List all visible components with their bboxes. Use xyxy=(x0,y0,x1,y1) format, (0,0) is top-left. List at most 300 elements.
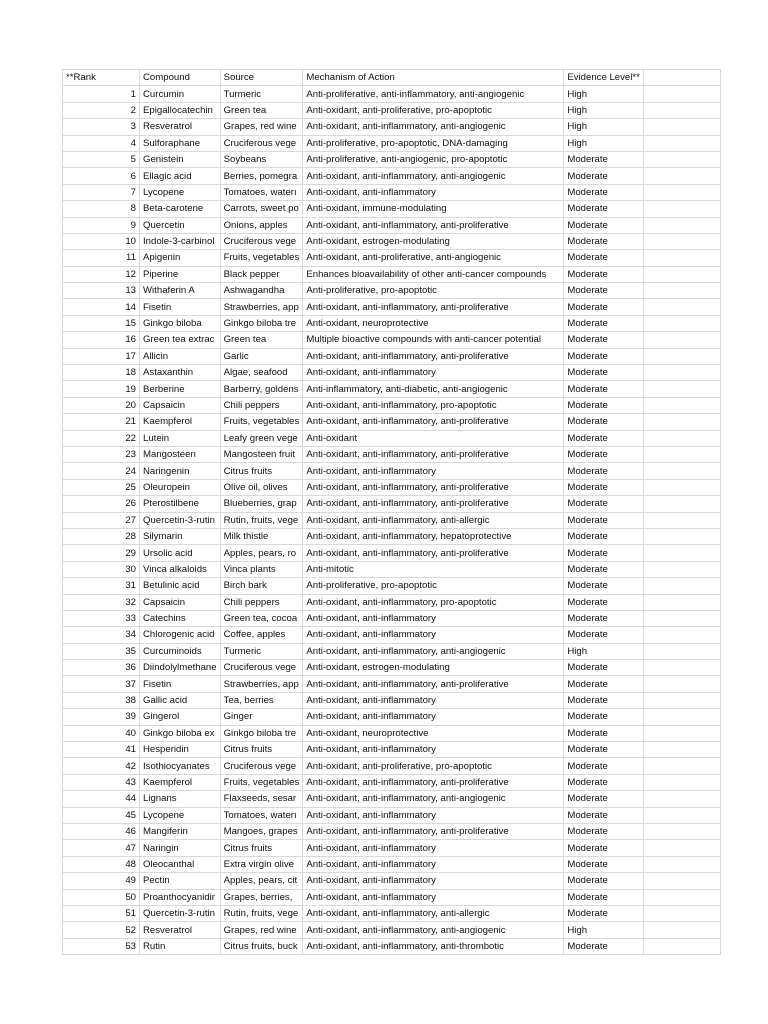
cell-mechanism[interactable]: Anti-oxidant, anti-inflammatory, anti-angiogenic xyxy=(303,643,564,659)
cell-rank[interactable]: 17 xyxy=(63,348,140,364)
cell-source[interactable]: Barberry, goldens xyxy=(220,381,303,397)
cell-compound[interactable]: Quercetin-3-rutin xyxy=(140,905,221,921)
cell-compound[interactable]: Chlorogenic acid xyxy=(140,627,221,643)
cell-rank[interactable]: 23 xyxy=(63,446,140,462)
cell-evidence[interactable]: Moderate xyxy=(564,463,644,479)
cell-evidence[interactable]: Moderate xyxy=(564,512,644,528)
cell-compound[interactable]: Fisetin xyxy=(140,299,221,315)
cell-compound[interactable]: Rutin xyxy=(140,938,221,954)
cell-empty[interactable] xyxy=(643,873,720,889)
cell-rank[interactable]: 11 xyxy=(63,250,140,266)
cell-source[interactable]: Green tea xyxy=(220,102,303,118)
cell-empty[interactable] xyxy=(643,496,720,512)
cell-compound[interactable]: Pectin xyxy=(140,873,221,889)
cell-rank[interactable]: 53 xyxy=(63,938,140,954)
cell-source[interactable]: Citrus fruits xyxy=(220,840,303,856)
cell-empty[interactable] xyxy=(643,594,720,610)
cell-compound[interactable]: Lycopene xyxy=(140,807,221,823)
cell-evidence[interactable]: High xyxy=(564,135,644,151)
cell-rank[interactable]: 37 xyxy=(63,676,140,692)
cell-mechanism[interactable]: Anti-oxidant, anti-inflammatory, anti-proliferative xyxy=(303,496,564,512)
cell-rank[interactable]: 39 xyxy=(63,709,140,725)
cell-rank[interactable]: 25 xyxy=(63,479,140,495)
cell-empty[interactable] xyxy=(643,905,720,921)
cell-evidence[interactable]: Moderate xyxy=(564,938,644,954)
cell-rank[interactable]: 30 xyxy=(63,561,140,577)
cell-mechanism[interactable]: Anti-oxidant, anti-inflammatory, anti-proliferative xyxy=(303,299,564,315)
cell-mechanism[interactable]: Anti-proliferative, pro-apoptotic, DNA-damaging xyxy=(303,135,564,151)
cell-compound[interactable]: Betulinic acid xyxy=(140,578,221,594)
cell-source[interactable]: Ginkgo biloba tre xyxy=(220,315,303,331)
cell-evidence[interactable]: Moderate xyxy=(564,381,644,397)
cell-evidence[interactable]: Moderate xyxy=(564,610,644,626)
cell-source[interactable]: Fruits, vegetables xyxy=(220,774,303,790)
cell-empty[interactable] xyxy=(643,299,720,315)
cell-empty[interactable] xyxy=(643,266,720,282)
cell-empty[interactable] xyxy=(643,86,720,102)
cell-evidence[interactable]: Moderate xyxy=(564,856,644,872)
cell-empty[interactable] xyxy=(643,791,720,807)
cell-compound[interactable]: Resveratrol xyxy=(140,922,221,938)
cell-mechanism[interactable]: Anti-oxidant, anti-inflammatory, anti-proliferative xyxy=(303,348,564,364)
cell-compound[interactable]: Kaempferol xyxy=(140,774,221,790)
cell-source[interactable]: Ginger xyxy=(220,709,303,725)
cell-mechanism[interactable]: Enhances bioavailability of other anti-cancer compounds xyxy=(303,266,564,282)
cell-source[interactable]: Rutin, fruits, vege xyxy=(220,905,303,921)
cell-mechanism[interactable]: Anti-oxidant, estrogen-modulating xyxy=(303,660,564,676)
cell-mechanism[interactable]: Anti-oxidant, anti-inflammatory, anti-angiogenic xyxy=(303,922,564,938)
cell-rank[interactable]: 41 xyxy=(63,742,140,758)
cell-mechanism[interactable]: Anti-oxidant, anti-inflammatory xyxy=(303,873,564,889)
cell-evidence[interactable]: Moderate xyxy=(564,315,644,331)
cell-empty[interactable] xyxy=(643,709,720,725)
cell-compound[interactable]: Piperine xyxy=(140,266,221,282)
cell-compound[interactable]: Oleuropein xyxy=(140,479,221,495)
cell-mechanism[interactable]: Anti-oxidant, anti-inflammatory xyxy=(303,856,564,872)
cell-evidence[interactable]: Moderate xyxy=(564,479,644,495)
cell-compound[interactable]: Ginkgo biloba xyxy=(140,315,221,331)
cell-evidence[interactable]: Moderate xyxy=(564,299,644,315)
cell-compound[interactable]: Capsaicin xyxy=(140,397,221,413)
cell-source[interactable]: Black pepper xyxy=(220,266,303,282)
cell-mechanism[interactable]: Anti-oxidant, anti-inflammatory xyxy=(303,889,564,905)
cell-evidence[interactable]: Moderate xyxy=(564,496,644,512)
cell-empty[interactable] xyxy=(643,479,720,495)
cell-empty[interactable] xyxy=(643,332,720,348)
cell-mechanism[interactable]: Anti-oxidant, anti-proliferative, pro-apoptotic xyxy=(303,102,564,118)
cell-source[interactable]: Strawberries, app xyxy=(220,299,303,315)
cell-rank[interactable]: 42 xyxy=(63,758,140,774)
cell-mechanism[interactable]: Anti-oxidant, anti-inflammatory, anti-proliferative xyxy=(303,414,564,430)
cell-compound[interactable]: Allicin xyxy=(140,348,221,364)
cell-mechanism[interactable]: Anti-proliferative, anti-inflammatory, anti-angiogenic xyxy=(303,86,564,102)
cell-rank[interactable]: 50 xyxy=(63,889,140,905)
cell-mechanism[interactable]: Anti-oxidant, anti-inflammatory xyxy=(303,184,564,200)
cell-mechanism[interactable]: Anti-oxidant, neuroprotective xyxy=(303,725,564,741)
cell-evidence[interactable]: Moderate xyxy=(564,627,644,643)
cell-mechanism[interactable]: Anti-oxidant, neuroprotective xyxy=(303,315,564,331)
cell-empty[interactable] xyxy=(643,381,720,397)
cell-source[interactable]: Ashwagandha xyxy=(220,283,303,299)
cell-evidence[interactable]: Moderate xyxy=(564,791,644,807)
cell-compound[interactable]: Silymarin xyxy=(140,528,221,544)
cell-empty[interactable] xyxy=(643,889,720,905)
cell-source[interactable]: Grapes, red wine xyxy=(220,119,303,135)
cell-source[interactable]: Algae, seafood xyxy=(220,365,303,381)
cell-mechanism[interactable]: Anti-oxidant, anti-inflammatory xyxy=(303,692,564,708)
cell-rank[interactable]: 40 xyxy=(63,725,140,741)
cell-mechanism[interactable]: Anti-oxidant, anti-inflammatory, anti-proliferative xyxy=(303,479,564,495)
cell-rank[interactable]: 1 xyxy=(63,86,140,102)
cell-source[interactable]: Chili peppers xyxy=(220,594,303,610)
cell-rank[interactable]: 18 xyxy=(63,365,140,381)
cell-compound[interactable]: Quercetin xyxy=(140,217,221,233)
cell-evidence[interactable]: Moderate xyxy=(564,807,644,823)
cell-empty[interactable] xyxy=(643,643,720,659)
cell-evidence[interactable]: Moderate xyxy=(564,676,644,692)
cell-rank[interactable]: 29 xyxy=(63,545,140,561)
cell-rank[interactable]: 33 xyxy=(63,610,140,626)
cell-source[interactable]: Cruciferous vege xyxy=(220,135,303,151)
cell-evidence[interactable]: Moderate xyxy=(564,578,644,594)
cell-evidence[interactable]: Moderate xyxy=(564,692,644,708)
cell-mechanism[interactable]: Anti-proliferative, pro-apoptotic xyxy=(303,283,564,299)
cell-mechanism[interactable]: Anti-oxidant, anti-inflammatory, anti-angiogenic xyxy=(303,168,564,184)
cell-mechanism[interactable]: Anti-oxidant, anti-inflammatory xyxy=(303,840,564,856)
cell-empty[interactable] xyxy=(643,348,720,364)
cell-compound[interactable]: Naringenin xyxy=(140,463,221,479)
cell-mechanism[interactable]: Anti-oxidant, anti-inflammatory, hepatoprotective xyxy=(303,528,564,544)
cell-compound[interactable]: Gallic acid xyxy=(140,692,221,708)
cell-mechanism[interactable]: Anti-oxidant, anti-inflammatory, pro-apoptotic xyxy=(303,397,564,413)
cell-mechanism[interactable]: Anti-oxidant, anti-inflammatory, anti-thrombotic xyxy=(303,938,564,954)
cell-compound[interactable]: Lycopene xyxy=(140,184,221,200)
cell-compound[interactable]: Curcumin xyxy=(140,86,221,102)
cell-rank[interactable]: 15 xyxy=(63,315,140,331)
cell-evidence[interactable]: Moderate xyxy=(564,709,644,725)
cell-evidence[interactable]: Moderate xyxy=(564,742,644,758)
cell-rank[interactable]: 48 xyxy=(63,856,140,872)
cell-mechanism[interactable]: Anti-oxidant, anti-inflammatory, anti-proliferative xyxy=(303,676,564,692)
cell-evidence[interactable]: Moderate xyxy=(564,365,644,381)
cell-source[interactable]: Green tea xyxy=(220,332,303,348)
cell-evidence[interactable]: Moderate xyxy=(564,594,644,610)
cell-compound[interactable]: Isothiocyanates xyxy=(140,758,221,774)
cell-evidence[interactable]: Moderate xyxy=(564,905,644,921)
cell-compound[interactable]: Green tea extrac xyxy=(140,332,221,348)
cell-rank[interactable]: 14 xyxy=(63,299,140,315)
cell-compound[interactable]: Indole-3-carbinol xyxy=(140,233,221,249)
cell-compound[interactable]: Pterostilbene xyxy=(140,496,221,512)
cell-evidence[interactable]: Moderate xyxy=(564,348,644,364)
cell-compound[interactable]: Epigallocatechin xyxy=(140,102,221,118)
cell-compound[interactable]: Sulforaphane xyxy=(140,135,221,151)
cell-rank[interactable]: 38 xyxy=(63,692,140,708)
header-mechanism[interactable]: Mechanism of Action xyxy=(303,70,564,86)
cell-empty[interactable] xyxy=(643,774,720,790)
cell-empty[interactable] xyxy=(643,840,720,856)
cell-empty[interactable] xyxy=(643,168,720,184)
cell-compound[interactable]: Genistein xyxy=(140,151,221,167)
cell-source[interactable]: Extra virgin olive xyxy=(220,856,303,872)
cell-rank[interactable]: 5 xyxy=(63,151,140,167)
cell-evidence[interactable]: Moderate xyxy=(564,168,644,184)
cell-rank[interactable]: 2 xyxy=(63,102,140,118)
cell-rank[interactable]: 13 xyxy=(63,283,140,299)
cell-source[interactable]: Soybeans xyxy=(220,151,303,167)
cell-compound[interactable]: Apigenin xyxy=(140,250,221,266)
cell-empty[interactable] xyxy=(643,512,720,528)
cell-compound[interactable]: Oleocanthal xyxy=(140,856,221,872)
cell-rank[interactable]: 19 xyxy=(63,381,140,397)
cell-empty[interactable] xyxy=(643,807,720,823)
cell-compound[interactable]: Withaferin A xyxy=(140,283,221,299)
cell-empty[interactable] xyxy=(643,938,720,954)
cell-empty[interactable] xyxy=(643,742,720,758)
cell-evidence[interactable]: Moderate xyxy=(564,283,644,299)
cell-source[interactable]: Grapes, red wine xyxy=(220,922,303,938)
cell-mechanism[interactable]: Anti-oxidant, anti-inflammatory, anti-proliferative xyxy=(303,545,564,561)
cell-rank[interactable]: 21 xyxy=(63,414,140,430)
cell-rank[interactable]: 31 xyxy=(63,578,140,594)
cell-empty[interactable] xyxy=(643,561,720,577)
cell-evidence[interactable]: Moderate xyxy=(564,725,644,741)
cell-empty[interactable] xyxy=(643,758,720,774)
cell-evidence[interactable]: Moderate xyxy=(564,774,644,790)
cell-source[interactable]: Fruits, vegetables xyxy=(220,250,303,266)
cell-source[interactable]: Leafy green vege xyxy=(220,430,303,446)
cell-evidence[interactable]: Moderate xyxy=(564,446,644,462)
cell-compound[interactable]: Lignans xyxy=(140,791,221,807)
cell-compound[interactable]: Lutein xyxy=(140,430,221,446)
cell-evidence[interactable]: Moderate xyxy=(564,397,644,413)
cell-source[interactable]: Garlic xyxy=(220,348,303,364)
cell-source[interactable]: Tea, berries xyxy=(220,692,303,708)
cell-empty[interactable] xyxy=(643,676,720,692)
cell-mechanism[interactable]: Anti-oxidant, anti-inflammatory, anti-proliferative xyxy=(303,774,564,790)
cell-source[interactable]: Rutin, fruits, vege xyxy=(220,512,303,528)
header-compound[interactable]: Compound xyxy=(140,70,221,86)
cell-rank[interactable]: 46 xyxy=(63,823,140,839)
cell-source[interactable]: Cruciferous vege xyxy=(220,758,303,774)
header-evidence[interactable]: Evidence Level** xyxy=(564,70,644,86)
cell-empty[interactable] xyxy=(643,430,720,446)
cell-source[interactable]: Citrus fruits, buck xyxy=(220,938,303,954)
cell-evidence[interactable]: Moderate xyxy=(564,823,644,839)
cell-rank[interactable]: 3 xyxy=(63,119,140,135)
cell-evidence[interactable]: High xyxy=(564,119,644,135)
cell-compound[interactable]: Astaxanthin xyxy=(140,365,221,381)
cell-compound[interactable]: Mangiferin xyxy=(140,823,221,839)
cell-source[interactable]: Grapes, berries, xyxy=(220,889,303,905)
cell-mechanism[interactable]: Anti-oxidant xyxy=(303,430,564,446)
cell-empty[interactable] xyxy=(643,446,720,462)
cell-source[interactable]: Berries, pomegra xyxy=(220,168,303,184)
cell-empty[interactable] xyxy=(643,119,720,135)
cell-compound[interactable]: Mangosteen xyxy=(140,446,221,462)
cell-compound[interactable]: Resveratrol xyxy=(140,119,221,135)
cell-mechanism[interactable]: Anti-mitotic xyxy=(303,561,564,577)
cell-mechanism[interactable]: Anti-oxidant, anti-inflammatory, anti-allergic xyxy=(303,905,564,921)
cell-compound[interactable]: Ellagic acid xyxy=(140,168,221,184)
cell-source[interactable]: Carrots, sweet po xyxy=(220,201,303,217)
cell-rank[interactable]: 52 xyxy=(63,922,140,938)
cell-rank[interactable]: 47 xyxy=(63,840,140,856)
cell-empty[interactable] xyxy=(643,250,720,266)
cell-compound[interactable]: Ginkgo biloba ex xyxy=(140,725,221,741)
cell-empty[interactable] xyxy=(643,692,720,708)
cell-mechanism[interactable]: Anti-oxidant, anti-inflammatory xyxy=(303,463,564,479)
cell-rank[interactable]: 20 xyxy=(63,397,140,413)
cell-rank[interactable]: 6 xyxy=(63,168,140,184)
cell-mechanism[interactable]: Anti-oxidant, anti-inflammatory, pro-apoptotic xyxy=(303,594,564,610)
cell-empty[interactable] xyxy=(643,184,720,200)
cell-rank[interactable]: 10 xyxy=(63,233,140,249)
cell-compound[interactable]: Naringin xyxy=(140,840,221,856)
cell-evidence[interactable]: Moderate xyxy=(564,414,644,430)
cell-rank[interactable]: 24 xyxy=(63,463,140,479)
cell-source[interactable]: Citrus fruits xyxy=(220,463,303,479)
cell-source[interactable]: Onions, apples xyxy=(220,217,303,233)
cell-empty[interactable] xyxy=(643,823,720,839)
cell-empty[interactable] xyxy=(643,922,720,938)
cell-source[interactable]: Ginkgo biloba tre xyxy=(220,725,303,741)
cell-compound[interactable]: Berberine xyxy=(140,381,221,397)
cell-source[interactable]: Apples, pears, ro xyxy=(220,545,303,561)
cell-source[interactable]: Vinca plants xyxy=(220,561,303,577)
cell-source[interactable]: Fruits, vegetables xyxy=(220,414,303,430)
cell-rank[interactable]: 28 xyxy=(63,528,140,544)
cell-mechanism[interactable]: Anti-proliferative, pro-apoptotic xyxy=(303,578,564,594)
cell-empty[interactable] xyxy=(643,528,720,544)
cell-mechanism[interactable]: Anti-proliferative, anti-angiogenic, pro-apoptotic xyxy=(303,151,564,167)
cell-mechanism[interactable]: Anti-oxidant, anti-inflammatory xyxy=(303,709,564,725)
cell-empty[interactable] xyxy=(643,151,720,167)
cell-mechanism[interactable]: Anti-oxidant, estrogen-modulating xyxy=(303,233,564,249)
cell-mechanism[interactable]: Anti-oxidant, anti-inflammatory, anti-proliferative xyxy=(303,823,564,839)
cell-source[interactable]: Coffee, apples xyxy=(220,627,303,643)
cell-mechanism[interactable]: Anti-oxidant, anti-inflammatory xyxy=(303,627,564,643)
cell-source[interactable]: Olive oil, olives xyxy=(220,479,303,495)
cell-compound[interactable]: Capsaicin xyxy=(140,594,221,610)
cell-empty[interactable] xyxy=(643,660,720,676)
cell-evidence[interactable]: Moderate xyxy=(564,250,644,266)
cell-compound[interactable]: Proanthocyanidir xyxy=(140,889,221,905)
cell-compound[interactable]: Beta-carotene xyxy=(140,201,221,217)
cell-source[interactable]: Blueberries, grap xyxy=(220,496,303,512)
cell-mechanism[interactable]: Multiple bioactive compounds with anti-cancer potential xyxy=(303,332,564,348)
cell-mechanism[interactable]: Anti-oxidant, anti-inflammatory, anti-allergic xyxy=(303,512,564,528)
cell-source[interactable]: Citrus fruits xyxy=(220,742,303,758)
cell-rank[interactable]: 12 xyxy=(63,266,140,282)
cell-source[interactable]: Tomatoes, waterı xyxy=(220,184,303,200)
cell-rank[interactable]: 44 xyxy=(63,791,140,807)
cell-source[interactable]: Chili peppers xyxy=(220,397,303,413)
cell-source[interactable]: Cruciferous vege xyxy=(220,233,303,249)
cell-evidence[interactable]: Moderate xyxy=(564,889,644,905)
cell-evidence[interactable]: Moderate xyxy=(564,840,644,856)
cell-empty[interactable] xyxy=(643,233,720,249)
cell-empty[interactable] xyxy=(643,545,720,561)
cell-rank[interactable]: 9 xyxy=(63,217,140,233)
cell-compound[interactable]: Gingerol xyxy=(140,709,221,725)
cell-rank[interactable]: 36 xyxy=(63,660,140,676)
cell-evidence[interactable]: Moderate xyxy=(564,233,644,249)
cell-empty[interactable] xyxy=(643,102,720,118)
cell-empty[interactable] xyxy=(643,201,720,217)
cell-source[interactable]: Apples, pears, cit xyxy=(220,873,303,889)
header-source[interactable]: Source xyxy=(220,70,303,86)
cell-evidence[interactable]: Moderate xyxy=(564,528,644,544)
cell-evidence[interactable]: High xyxy=(564,643,644,659)
cell-evidence[interactable]: Moderate xyxy=(564,266,644,282)
cell-evidence[interactable]: Moderate xyxy=(564,151,644,167)
cell-empty[interactable] xyxy=(643,627,720,643)
cell-empty[interactable] xyxy=(643,414,720,430)
cell-evidence[interactable]: Moderate xyxy=(564,184,644,200)
header-empty[interactable] xyxy=(643,70,720,86)
cell-compound[interactable]: Vinca alkaloids xyxy=(140,561,221,577)
cell-mechanism[interactable]: Anti-oxidant, anti-inflammatory, anti-angiogenic xyxy=(303,119,564,135)
cell-source[interactable]: Turmeric xyxy=(220,643,303,659)
cell-empty[interactable] xyxy=(643,397,720,413)
cell-source[interactable]: Strawberries, app xyxy=(220,676,303,692)
cell-compound[interactable]: Catechins xyxy=(140,610,221,626)
cell-empty[interactable] xyxy=(643,610,720,626)
cell-source[interactable]: Milk thistle xyxy=(220,528,303,544)
cell-compound[interactable]: Hesperidin xyxy=(140,742,221,758)
cell-mechanism[interactable]: Anti-oxidant, anti-inflammatory xyxy=(303,610,564,626)
cell-source[interactable]: Turmeric xyxy=(220,86,303,102)
cell-rank[interactable]: 26 xyxy=(63,496,140,512)
cell-rank[interactable]: 32 xyxy=(63,594,140,610)
cell-evidence[interactable]: High xyxy=(564,922,644,938)
cell-evidence[interactable]: High xyxy=(564,86,644,102)
cell-rank[interactable]: 7 xyxy=(63,184,140,200)
cell-compound[interactable]: Ursolic acid xyxy=(140,545,221,561)
cell-evidence[interactable]: Moderate xyxy=(564,545,644,561)
cell-empty[interactable] xyxy=(643,365,720,381)
cell-empty[interactable] xyxy=(643,725,720,741)
cell-rank[interactable]: 34 xyxy=(63,627,140,643)
cell-mechanism[interactable]: Anti-inflammatory, anti-diabetic, anti-angiogenic xyxy=(303,381,564,397)
cell-empty[interactable] xyxy=(643,217,720,233)
cell-evidence[interactable]: Moderate xyxy=(564,660,644,676)
cell-rank[interactable]: 43 xyxy=(63,774,140,790)
cell-rank[interactable]: 51 xyxy=(63,905,140,921)
cell-empty[interactable] xyxy=(643,315,720,331)
cell-empty[interactable] xyxy=(643,578,720,594)
header-rank[interactable]: **Rank xyxy=(63,70,140,86)
cell-rank[interactable]: 4 xyxy=(63,135,140,151)
cell-evidence[interactable]: Moderate xyxy=(564,332,644,348)
cell-empty[interactable] xyxy=(643,463,720,479)
cell-source[interactable]: Mangoes, grapes xyxy=(220,823,303,839)
cell-mechanism[interactable]: Anti-oxidant, anti-inflammatory xyxy=(303,807,564,823)
cell-source[interactable]: Flaxseeds, sesar xyxy=(220,791,303,807)
cell-compound[interactable]: Quercetin-3-rutin xyxy=(140,512,221,528)
cell-rank[interactable]: 27 xyxy=(63,512,140,528)
cell-rank[interactable]: 16 xyxy=(63,332,140,348)
cell-evidence[interactable]: Moderate xyxy=(564,873,644,889)
cell-compound[interactable]: Curcuminoids xyxy=(140,643,221,659)
cell-compound[interactable]: Fisetin xyxy=(140,676,221,692)
cell-source[interactable]: Green tea, cocoa xyxy=(220,610,303,626)
cell-evidence[interactable]: Moderate xyxy=(564,430,644,446)
cell-source[interactable]: Cruciferous vege xyxy=(220,660,303,676)
cell-empty[interactable] xyxy=(643,856,720,872)
cell-rank[interactable]: 8 xyxy=(63,201,140,217)
